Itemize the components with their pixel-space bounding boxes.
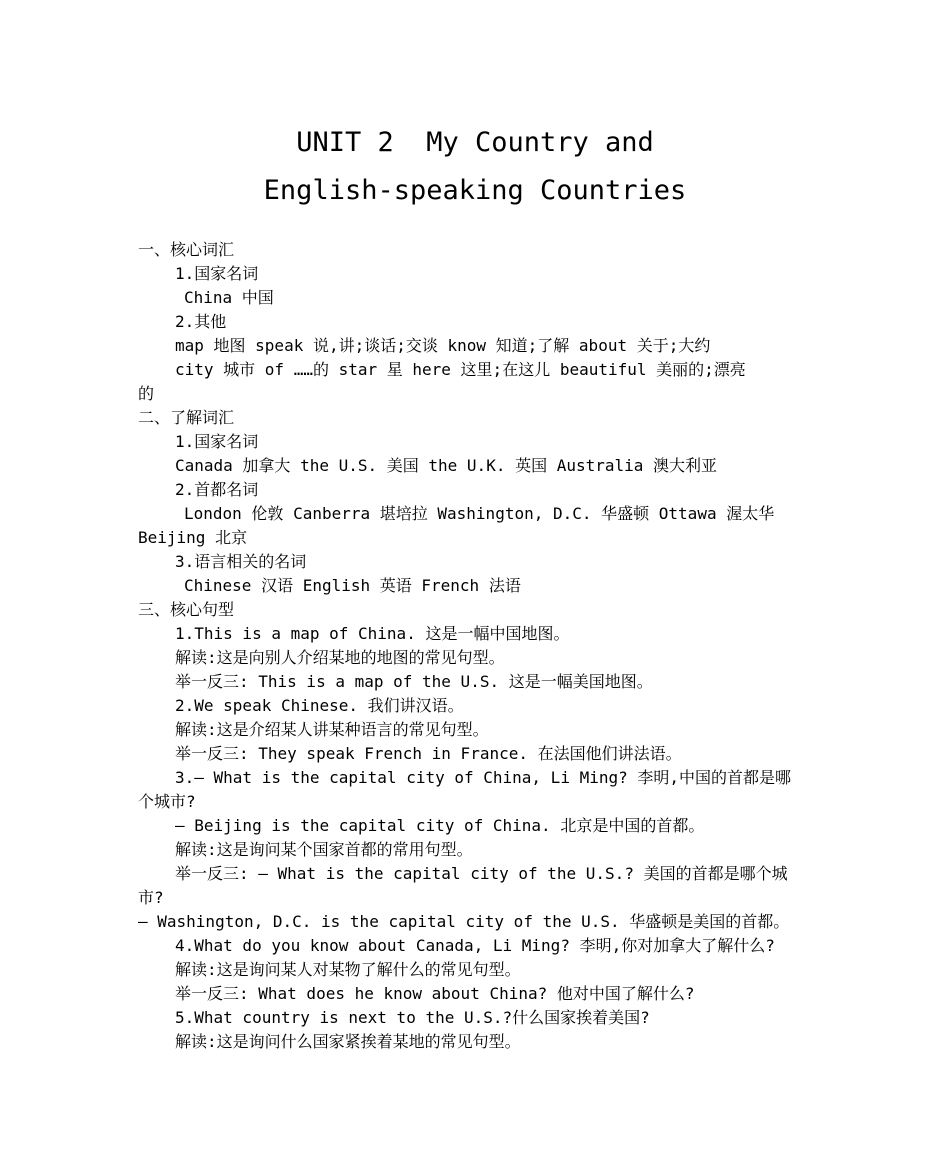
vocab-line: city 城市 of ……的 star 星 here 这里;在这儿 beautiful 美丽的;漂亮 <box>175 360 746 379</box>
vocab-line: China 中国 <box>184 288 274 307</box>
section-heading: 一、核心词汇 <box>138 240 235 259</box>
title-line-2: English-speaking Countries <box>263 175 687 206</box>
vocab-line: map 地图 speak 说,讲;谈话;交谈 know 知道;了解 about 关于;大约 <box>175 336 711 355</box>
section-heading: 二、了解词汇 <box>138 408 235 427</box>
sentence-line: 5.What country is next to the U.S.?什么国家挨着美国? <box>175 1008 650 1027</box>
explanation-line: 解读:这是询问某人对某物了解什么的常见句型。 <box>175 960 521 979</box>
explanation-line: 解读:这是询问什么国家紧挨着某地的常见句型。 <box>175 1032 521 1051</box>
subheading: 1.国家名词 <box>175 432 259 451</box>
section-heading: 三、核心句型 <box>138 600 235 619</box>
vocab-line-continued: 的 <box>138 384 155 403</box>
vocab-line: Canada 加拿大 the U.S. 美国 the U.K. 英国 Australia 澳大利亚 <box>175 456 718 475</box>
subheading: 2.首都名词 <box>175 480 259 499</box>
sentence-line: 3.— What is the capital city of China, Li Ming? 李明,中国的首都是哪 <box>175 768 792 787</box>
explanation-line: 解读:这是介绍某人讲某种语言的常见句型。 <box>175 720 489 739</box>
sentence-line-continued: 个城市? <box>138 792 196 811</box>
example-line: 举一反三: What does he know about China? 他对中国了解什么? <box>175 984 695 1003</box>
explanation-line: 解读:这是向别人介绍某地的地图的常见句型。 <box>175 648 505 667</box>
sentence-line: 4.What do you know about Canada, Li Ming? 李明,你对加拿大了解什么? <box>175 936 775 955</box>
vocab-line: Chinese 汉语 English 英语 French 法语 <box>184 576 521 595</box>
subheading: 1.国家名词 <box>175 264 259 283</box>
vocab-line: London 伦敦 Canberra 堪培拉 Washington, D.C. 华盛顿 Ottawa 渥太华 <box>184 504 775 523</box>
sentence-line: — Beijing is the capital city of China. 北京是中国的首都。 <box>175 816 705 835</box>
subheading: 3.语言相关的名词 <box>175 552 307 571</box>
sentence-line: 2.We speak Chinese. 我们讲汉语。 <box>175 696 464 715</box>
example-line: 举一反三: They speak French in France. 在法国他们讲法语。 <box>175 744 682 763</box>
example-line: 举一反三: This is a map of the U.S. 这是一幅美国地图。 <box>175 672 653 691</box>
example-line: — Washington, D.C. is the capital city of the U.S. 华盛顿是美国的首都。 <box>138 912 790 931</box>
explanation-line: 解读:这是询问某个国家首都的常用句型。 <box>175 840 473 859</box>
document-body <box>138 238 818 1054</box>
example-line-continued: 市? <box>138 888 164 907</box>
vocab-line-continued: Beijing 北京 <box>138 528 248 547</box>
title-line-1: UNIT 2 My Country and <box>296 127 654 158</box>
subheading: 2.其他 <box>175 312 227 331</box>
sentence-line: 1.This is a map of China. 这是一幅中国地图。 <box>175 624 570 643</box>
example-line: 举一反三: — What is the capital city of the U.S.? 美国的首都是哪个城 <box>175 864 788 883</box>
